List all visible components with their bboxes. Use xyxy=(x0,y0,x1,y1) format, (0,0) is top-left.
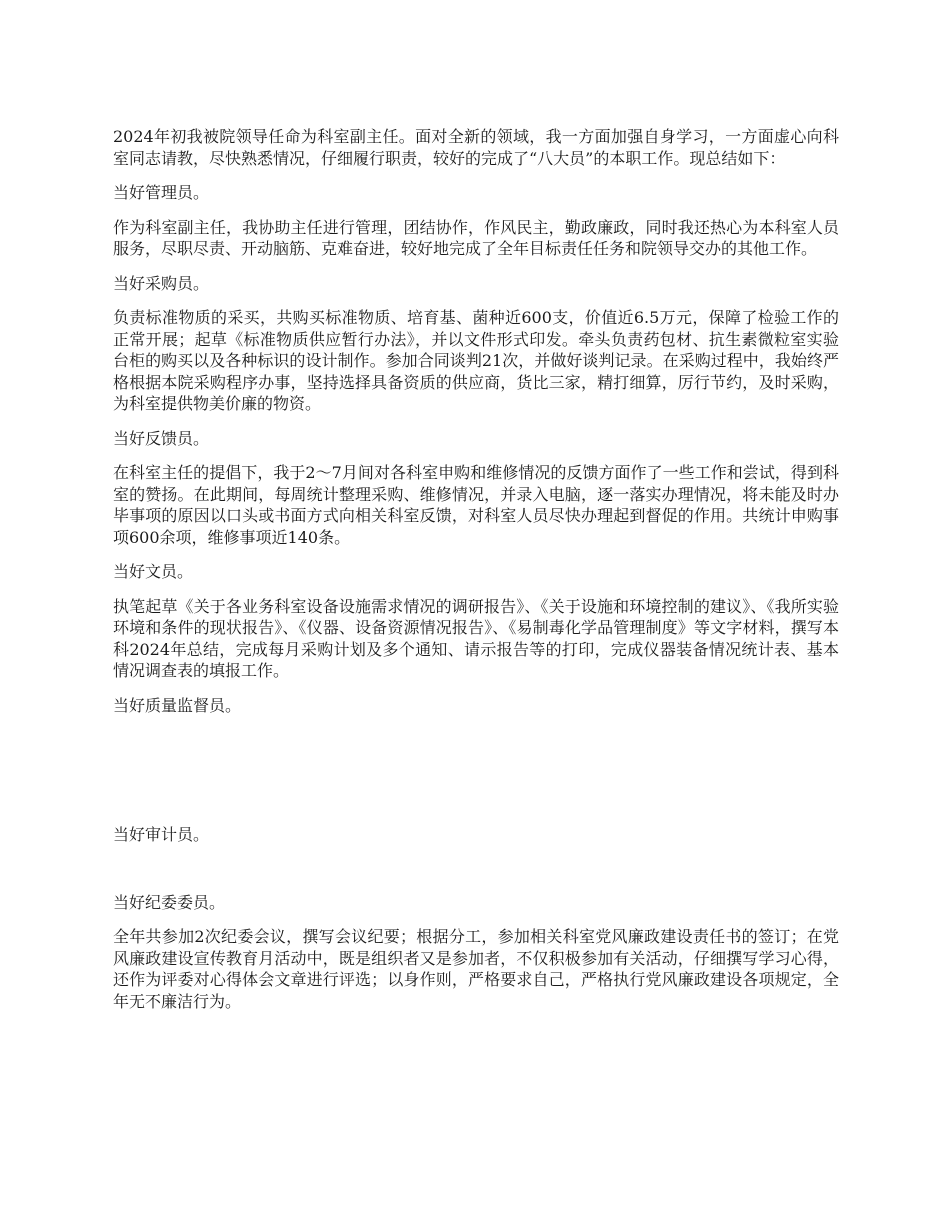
section-heading-quality-supervisor: 当好质量监督员。 xyxy=(113,695,242,715)
blank-space xyxy=(113,859,839,892)
section-heading-manager: 当好管理员。 xyxy=(113,183,210,202)
document-body xyxy=(113,126,839,1025)
clerk-paragraph: 执笔起草《关于各业务科室设备设施需求情况的调研报告》、《关于设施和环境控制的建议》、《我所实验环境和条件的现状报告》、《仪器、设备资源情况报告》、《易制毒化学品管理制度》等文字材料，撰写本科2024年总结，完成每月采购计划及多个通知、请示报告等的打印，完成仪器装备情况统计表、基本情况调查表的填报工作。 xyxy=(113,596,839,680)
section-heading-feedback: 当好反馈员。 xyxy=(113,428,210,448)
feedback-paragraph: 在科室主任的提倡下，我于2～7月间对各科室申购和维修情况的反馈方面作了一些工作和尝试，得到科室的赞扬。在此期间，每周统计整理采购、维修情况，并录入电脑，逐一落实办理情况，将未能及时办毕事项的原因以口头或书面方式向相关科室反馈，对科室人员尽快办理起到督促的作用。共统计申购事项600余项，维修事项近140条。 xyxy=(113,463,839,547)
section-heading-clerk: 当好文员。 xyxy=(113,562,194,581)
section-heading-auditor: 当好审计员。 xyxy=(113,825,210,844)
section-heading-purchaser: 当好采购员。 xyxy=(113,273,210,293)
purchaser-paragraph: 负责标准物质的采买，共购买标准物质、培育基、菌种近600支，价值近6.5万元，保障了检验工作的正常开展；起草《标准物质供应暂行办法》，并以文件形式印发。牵头负责药包材、抗生素微粒室实验台柜的购买以及各种标识的设计制作。参加合同谈判21次，并做好谈判记录。在采购过程中，我始终严格根据本院采购程序办事，坚持选择具备资质的供应商，货比三家，精打细算，厉行节约，及时采购，为科室提供物美价廉的物资。 xyxy=(113,308,839,413)
discipline-committee-paragraph: 全年共参加2次纪委会议，撰写会议纪要；根据分工，参加相关科室党风廉政建设责任书的签订；在党风廉政建设宣传教育月活动中，既是组织者又是参加者，不仅积极参加有关活动，仔细撰写学习心得，还作为评委对心得体会文章进行评选；以身作则，严格要求自己，严格执行党风廉政建设各项规定，全年无不廉洁行为。 xyxy=(113,927,839,1011)
blank-space xyxy=(113,729,839,824)
manager-paragraph: 作为科室副主任，我协助主任进行管理，团结协作，作风民主，勤政廉政，同时我还热心为本科室人员服务，尽职尽责、开动脑筋、克难奋进，较好地完成了全年目标责任任务和院领导交办的其他工作。 xyxy=(113,217,839,258)
intro-paragraph: 2024年初我被院领导任命为科室副主任。面对全新的领域，我一方面加强自身学习，一方面虚心向科室同志请教，尽快熟悉情况，仔细履行职责，较好的完成了“八大员”的本职工作。现总结如下： xyxy=(113,127,839,168)
section-heading-discipline-committee: 当好纪委委员。 xyxy=(113,892,226,912)
